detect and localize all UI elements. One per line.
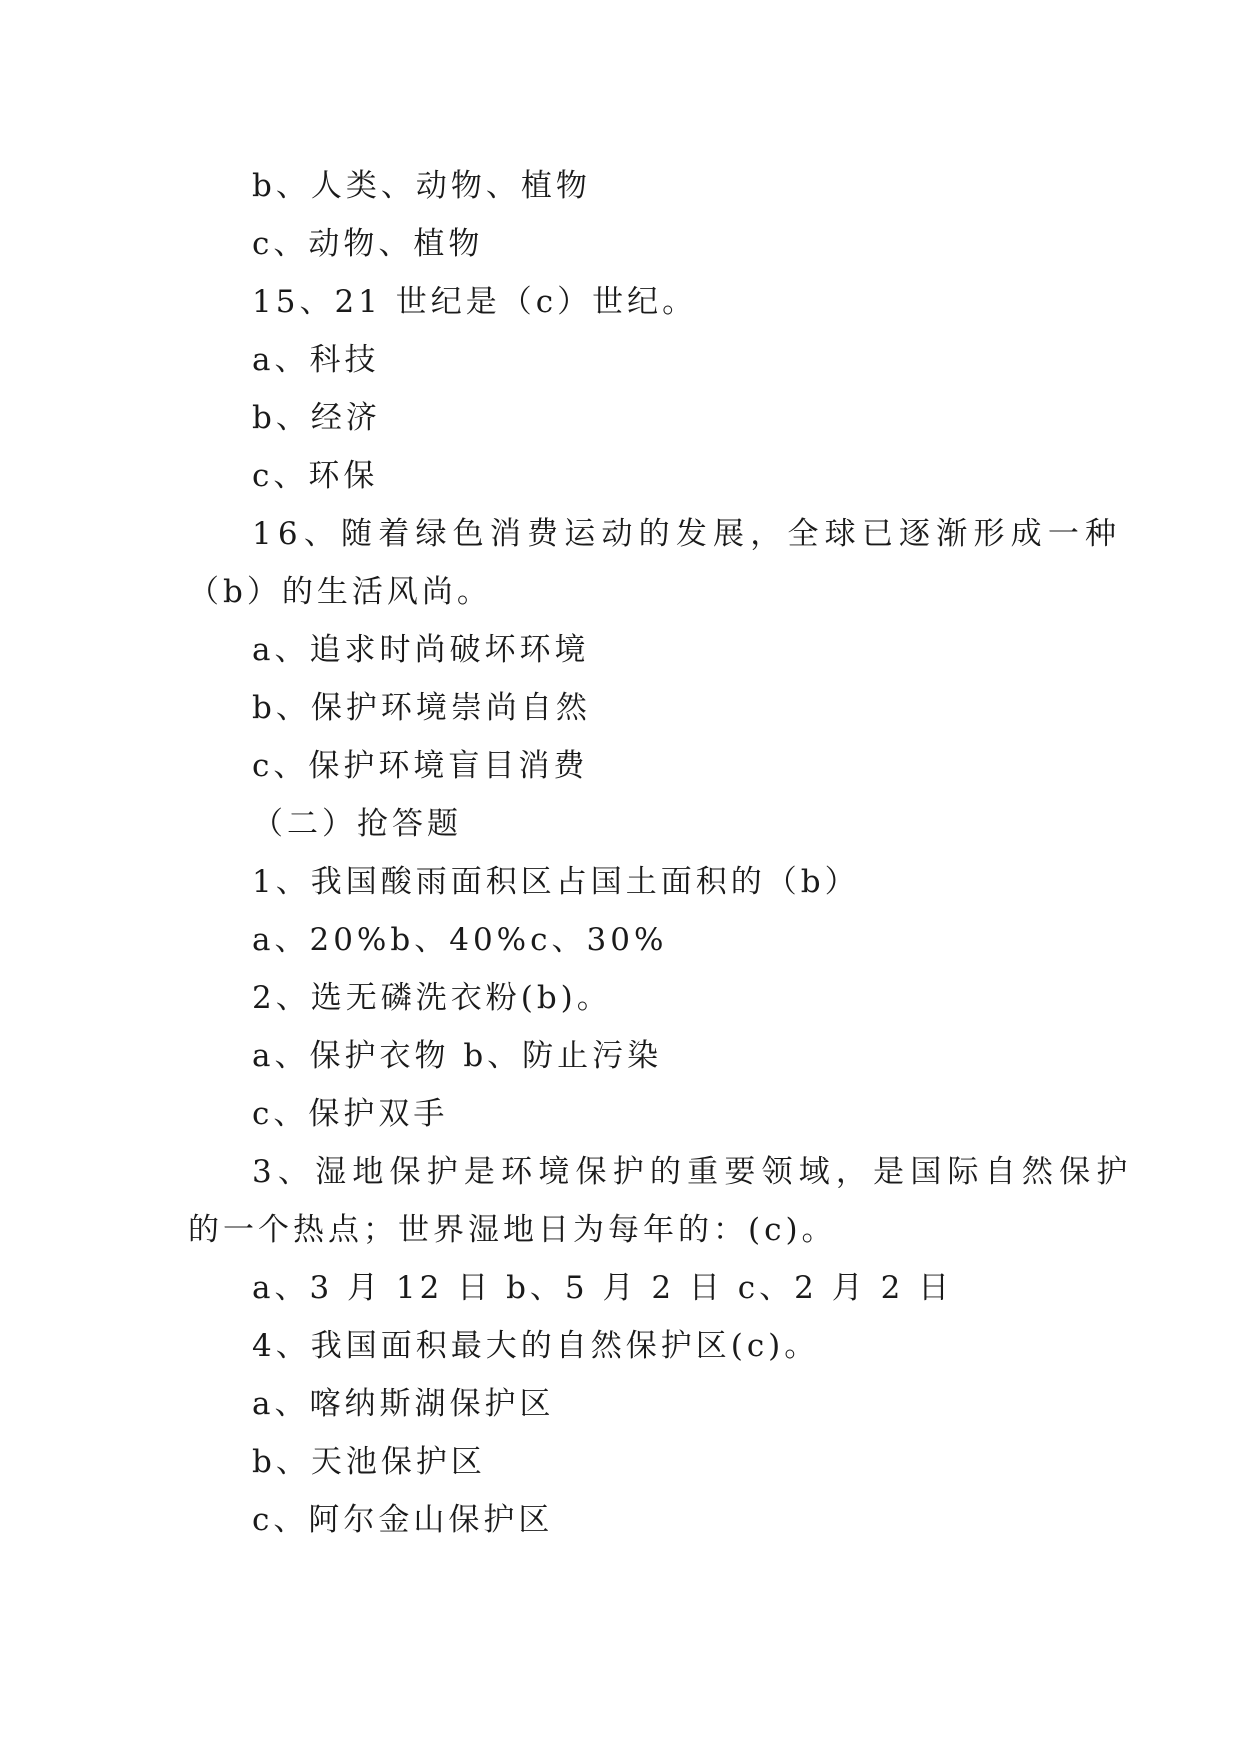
option-line: a、20%b、40%c、30% [252,922,668,958]
option-line: c、动物、植物 [252,226,484,262]
option-line: c、阿尔金山保护区 [252,1502,554,1538]
section-heading: （二）抢答题 [252,806,462,842]
question-line-continued: 的一个热点；世界湿地日为每年的：(c)。 [188,1212,837,1248]
question-line: 4、我国面积最大的自然保护区(c)。 [252,1328,820,1364]
option-line: c、保护环境盲目消费 [252,748,589,784]
option-line: a、科技 [252,342,380,378]
option-line: a、3 月 12 日 b、5 月 2 日 c、2 月 2 日 [252,1270,954,1306]
option-line: a、喀纳斯湖保护区 [252,1386,555,1422]
question-line: 15、21 世纪是（c）世纪。 [252,284,698,320]
question-line: 16、随着绿色消费运动的发展，全球已逐渐形成一种 [252,516,1123,552]
option-line: c、环保 [252,458,379,494]
option-line: c、保护双手 [252,1096,449,1132]
option-line: b、天池保护区 [252,1444,486,1480]
option-line: b、人类、动物、植物 [252,168,591,204]
question-line-continued: （b）的生活风尚。 [188,574,492,610]
question-line: 3、湿地保护是环境保护的重要领域，是国际自然保护 [252,1154,1134,1190]
option-line: a、保护衣物 b、防止污染 [252,1038,663,1074]
question-line: 1、我国酸雨面积区占国土面积的（b） [252,864,860,900]
option-line: b、经济 [252,400,381,436]
question-line: 2、选无磷洗衣粉(b)。 [252,980,612,1016]
option-line: b、保护环境崇尚自然 [252,690,591,726]
option-line: a、追求时尚破坏环境 [252,632,590,668]
